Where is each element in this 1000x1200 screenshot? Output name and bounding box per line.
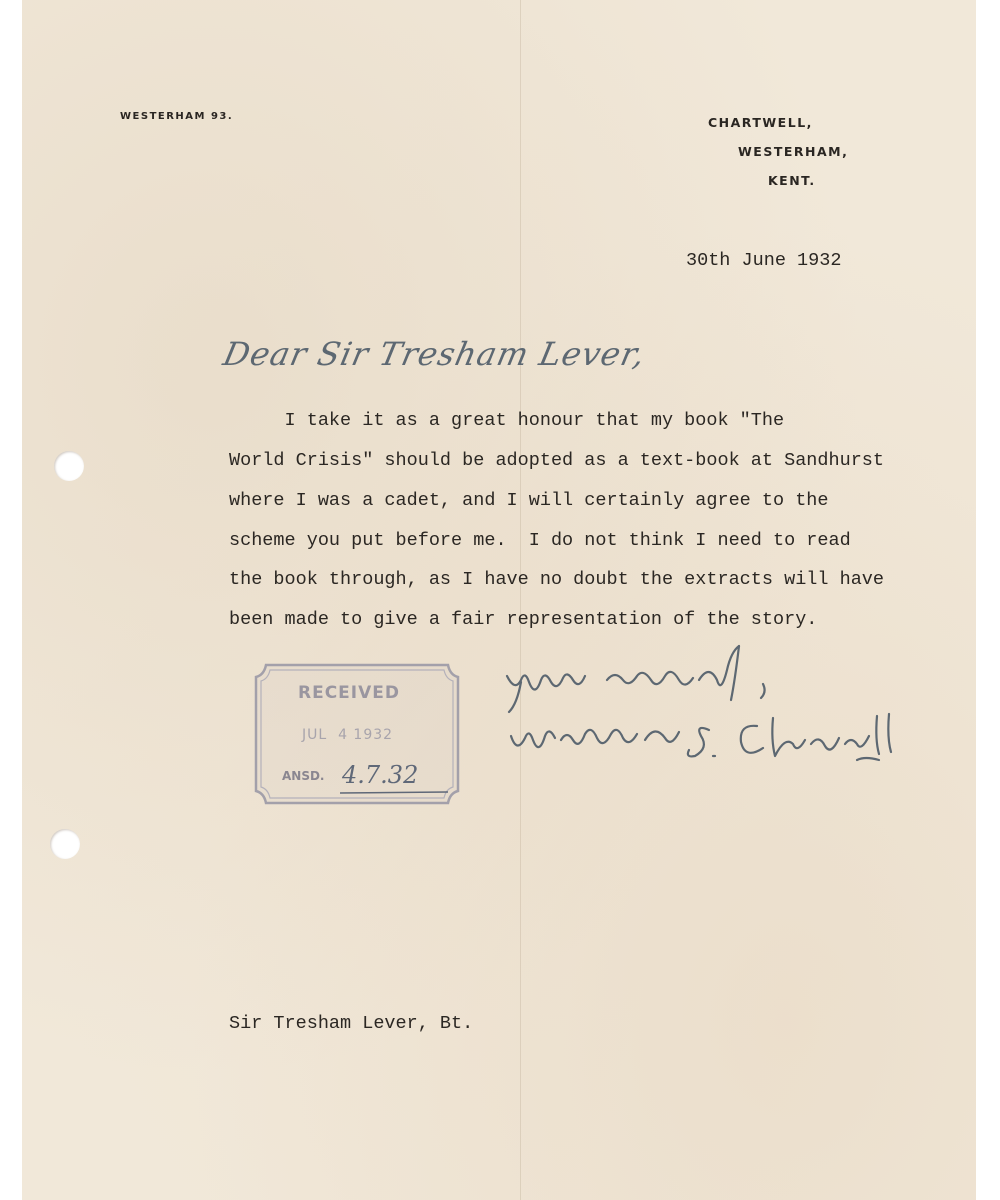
paper-fold-line: [520, 0, 521, 1200]
body-line-5: the book through, as I have no doubt the extracts will have: [229, 569, 885, 590]
body-line-6: been made to give a fair representation of the story.: [229, 609, 818, 630]
punch-hole-bottom: [50, 829, 80, 859]
handwritten-salutation: Dear Sir Tresham Lever,: [219, 335, 650, 373]
addressee-line: Sir Tresham Lever, Bt.: [229, 1013, 474, 1034]
page-margin-right: [976, 0, 1000, 1200]
handwritten-signature: [495, 640, 915, 790]
body-line-3: where I was a cadet, and I will certainly agree to the: [229, 490, 829, 511]
stamp-answered-date: 4.7.32: [342, 761, 419, 789]
punch-hole-top: [54, 451, 84, 481]
body-line-1: I take it as a great honour that my book "The: [229, 410, 785, 431]
letterhead-address-line-3: KENT.: [768, 173, 816, 188]
letter-date: 30th June 1932: [686, 250, 842, 271]
letterhead-address-line-1: CHARTWELL,: [708, 115, 813, 130]
stamp-date: JUL 4 1932: [302, 727, 394, 743]
letterhead-telephone: WESTERHAM 93.: [120, 111, 234, 122]
letterhead-address-line-2: WESTERHAM,: [738, 144, 849, 159]
letter-page: [22, 0, 976, 1200]
stamp-answered-label: ANSD.: [282, 769, 325, 783]
body-line-4: scheme you put before me. I do not think I need to read: [229, 530, 851, 551]
body-line-2: World Crisis" should be adopted as a text-book at Sandhurst: [229, 450, 885, 471]
signature-scribble: [495, 640, 915, 790]
stamp-received-label: RECEIVED: [298, 683, 400, 703]
received-stamp: [252, 661, 462, 807]
